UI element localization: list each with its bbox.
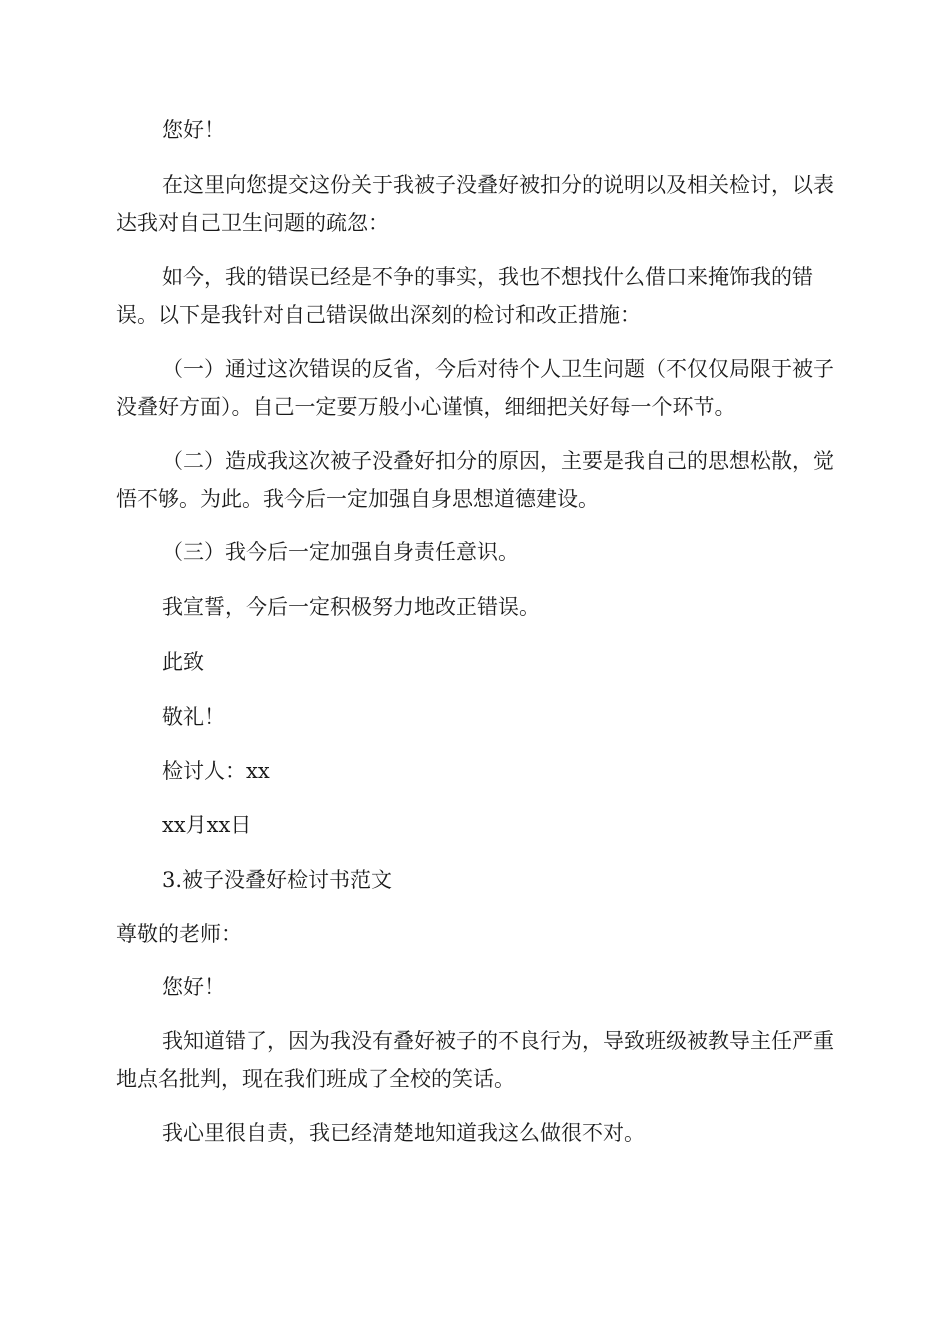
section-title: 3.被子没叠好检讨书范文 (162, 868, 393, 892)
measure-two-paragraph: （二）造成我这次被子没叠好扣分的原因，主要是我自己的思想松散，觉悟不够。为此。我今后一定加强自身思想道德建设。 (116, 449, 834, 511)
intro-paragraph: 在这里向您提交这份关于我被子没叠好被扣分的说明以及相关检讨，以表达我对自己卫生问题的疏忽： (116, 173, 834, 235)
salutation-line: 尊敬的老师： (116, 922, 242, 946)
admission-paragraph: 如今，我的错误已经是不争的事实，我也不想找什么借口来掩饰我的错误。以下是我针对自己错误做出深刻的检讨和改正措施： (116, 265, 813, 327)
pledge-paragraph: 我宣誓，今后一定积极努力地改正错误。 (162, 595, 540, 619)
body-paragraph-1: 我知道错了，因为我没有叠好被子的不良行为，导致班级被教导主任严重地点名批判，现在我们班成了全校的笑话。 (116, 1029, 834, 1091)
date-line: xx月xx日 (162, 813, 252, 837)
measure-three-paragraph: （三）我今后一定加强自身责任意识。 (162, 540, 519, 564)
closing-line-2: 敬礼！ (162, 705, 225, 729)
measure-one-paragraph: （一）通过这次错误的反省，今后对待个人卫生问题（不仅仅局限于被子没叠好方面）。自己一定要万般小心谨慎，细细把关好每一个环节。 (116, 357, 834, 419)
signer-line: 检讨人：xx (162, 759, 270, 783)
greeting-paragraph-2: 您好！ (162, 975, 225, 999)
body-paragraph-2: 我心里很自责，我已经清楚地知道我这么做很不对。 (162, 1121, 645, 1145)
greeting-paragraph: 您好！ (162, 118, 225, 142)
closing-line-1: 此致 (162, 650, 204, 674)
